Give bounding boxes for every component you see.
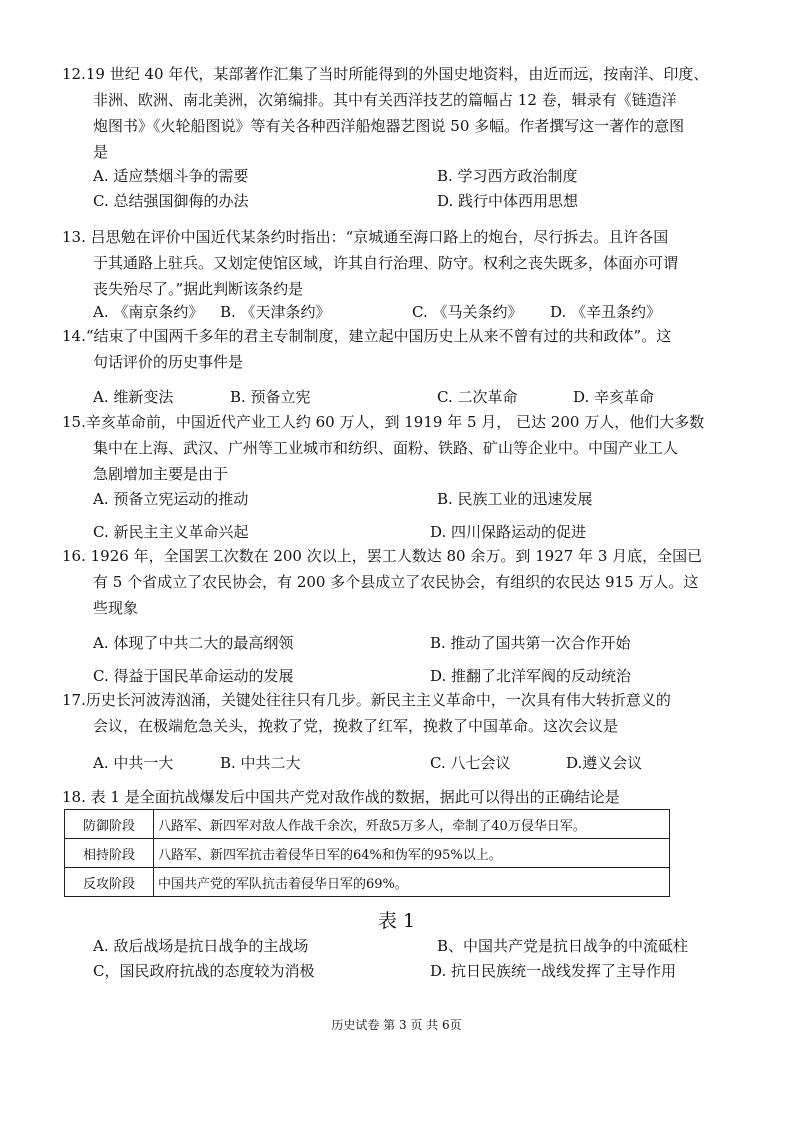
- table-cell-stage: 防御阶段: [65, 810, 154, 839]
- q17-option-a: A. 中共一大: [93, 754, 174, 772]
- q12-line-2: 非洲、欧洲、南北美洲，次第编排。其中有关西洋技艺的篇幅占 12 卷，辑录有《链造洋: [93, 91, 677, 109]
- q12-option-a: A. 适应禁烟斗争的需要: [93, 167, 249, 185]
- data-table-1: [64, 809, 670, 897]
- q17-option-d: D.遵义会议: [566, 754, 643, 772]
- q15-line-1: 15.辛亥革命前，中国近代产业工人约 60 万人，到 1919 年 5 月， 已达 200 万人，他们大多数: [62, 413, 705, 431]
- q16-line-2: 有 5 个省成立了农民协会，有 200 多个县成立了农民协会，有组织的农民达 915 万人。这: [93, 573, 699, 591]
- q16-option-c: C. 得益于国民革命运动的发展: [93, 667, 294, 685]
- q16-line-3: 些现象: [93, 599, 139, 617]
- table-row: [65, 839, 670, 868]
- q18-option-c: C，国民政府抗战的态度较为消极: [93, 962, 315, 980]
- q18-option-a: A. 敌后战场是抗日战争的主战场: [93, 937, 309, 955]
- q13-option-c: C. 《马关条约》: [412, 303, 523, 321]
- q15-option-d: D. 四川保路运动的促进: [430, 523, 587, 541]
- table-cell-stage: 反攻阶段: [65, 868, 154, 897]
- q12-line-4: 是: [93, 143, 109, 161]
- q13-option-b: B. 《天津条约》: [220, 303, 331, 321]
- q13-line-2: 于其通路上驻兵。又划定使馆区域，许其自行治理、防守。权利之丧失既多，体面亦可谓: [93, 254, 679, 272]
- q18-line-1: 18. 表 1 是全面抗战爆发后中国共产党对敌作战的数据，据此可以得出的正确结论是: [62, 788, 620, 806]
- table-cell-stage: 相持阶段: [65, 839, 154, 868]
- q12-option-d: D. 践行中体西用思想: [437, 192, 579, 210]
- q17-option-b: B. 中共二大: [220, 754, 301, 772]
- q14-line-2: 句话评价的历史事件是: [93, 353, 244, 371]
- q14-line-1: 14.“结束了中国两千多年的君主专制制度，建立起中国历史上从来不曾有过的共和政体”。这: [62, 327, 672, 345]
- q14-option-b: B. 预备立宪: [230, 388, 311, 406]
- table-row: [65, 868, 670, 897]
- q15-option-b: B. 民族工业的迅速发展: [437, 490, 593, 508]
- q12-line-1: 12.19 世纪 40 年代，某部著作汇集了当时所能得到的外国史地资料，由近而远，按南洋、印度、: [62, 65, 709, 83]
- q18-option-d: D. 抗日民族统一战线发挥了主导作用: [430, 962, 677, 980]
- q16-line-1: 16. 1926 年，全国罢工次数在 200 次以上，罢工人数达 80 余万。到 1927 年 3 月底，全国已: [62, 547, 703, 565]
- q14-option-d: D. 辛亥革命: [573, 388, 655, 406]
- table-cell-desc: 八路军、新四军对敌人作战千余次，歼敌5万多人，牵制了40万侵华日军。: [154, 810, 670, 839]
- q17-line-1: 17.历史长河波涛汹涌，关键处往往只有几步。新民主主义革命中，一次具有伟大转折意义的: [62, 691, 671, 709]
- q14-option-a: A. 维新变法: [93, 388, 174, 406]
- q17-option-c: C. 八七会议: [430, 754, 511, 772]
- q12-line-3: 炮图书》《火轮船图说》等有关各种西洋船炮器艺图说 50 多幅。作者撰写这一著作的意图: [93, 117, 685, 135]
- q15-option-c: C. 新民主主义革命兴起: [93, 523, 249, 541]
- q15-line-3: 急剧增加主要是由于: [93, 465, 229, 483]
- table-caption: 表 1: [377, 910, 416, 932]
- q14-option-c: C. 二次革命: [437, 388, 518, 406]
- q13-line-3: 丧失殆尽了。”据此判断该条约是: [93, 280, 304, 298]
- q13-option-a: A. 《南京条约》: [93, 303, 204, 321]
- table-row: [65, 810, 670, 839]
- q12-option-c: C. 总结强国御侮的办法: [93, 192, 249, 210]
- q12-option-b: B. 学习西方政治制度: [437, 167, 578, 185]
- q13-line-1: 13. 吕思勉在评价中国近代某条约时指出：“京城通至海口路上的炮台，尽行拆去。且许各国: [62, 228, 669, 246]
- q18-option-b: B、中国共产党是抗日战争的中流砥柱: [437, 937, 689, 955]
- q15-option-a: A. 预备立宪运动的推动: [93, 490, 249, 508]
- q16-option-b: B. 推动了国共第一次合作开始: [430, 634, 631, 652]
- q16-option-d: D. 推翻了北洋军阀的反动统治: [430, 667, 632, 685]
- q17-line-2: 会议，在极端危急关头，挽救了党，挽救了红军，挽救了中国革命。这次会议是: [93, 717, 619, 735]
- q16-option-a: A. 体现了中共二大的最高纲领: [93, 634, 294, 652]
- q15-line-2: 集中在上海、武汉、广州等工业城市和纺织、面粉、铁路、矿山等企业中。中国产业工人: [93, 439, 679, 457]
- q13-option-d: D. 《辛丑条约》: [550, 303, 662, 321]
- table-cell-desc: 八路军、新四军抗击着侵华日军的64%和伪军的95%以上。: [154, 839, 670, 868]
- page-footer: 历史试卷 第 3 页 共 6页: [331, 1018, 462, 1032]
- table-cell-desc: 中国共产党的军队抗击着侵华日军的69%。: [154, 868, 670, 897]
